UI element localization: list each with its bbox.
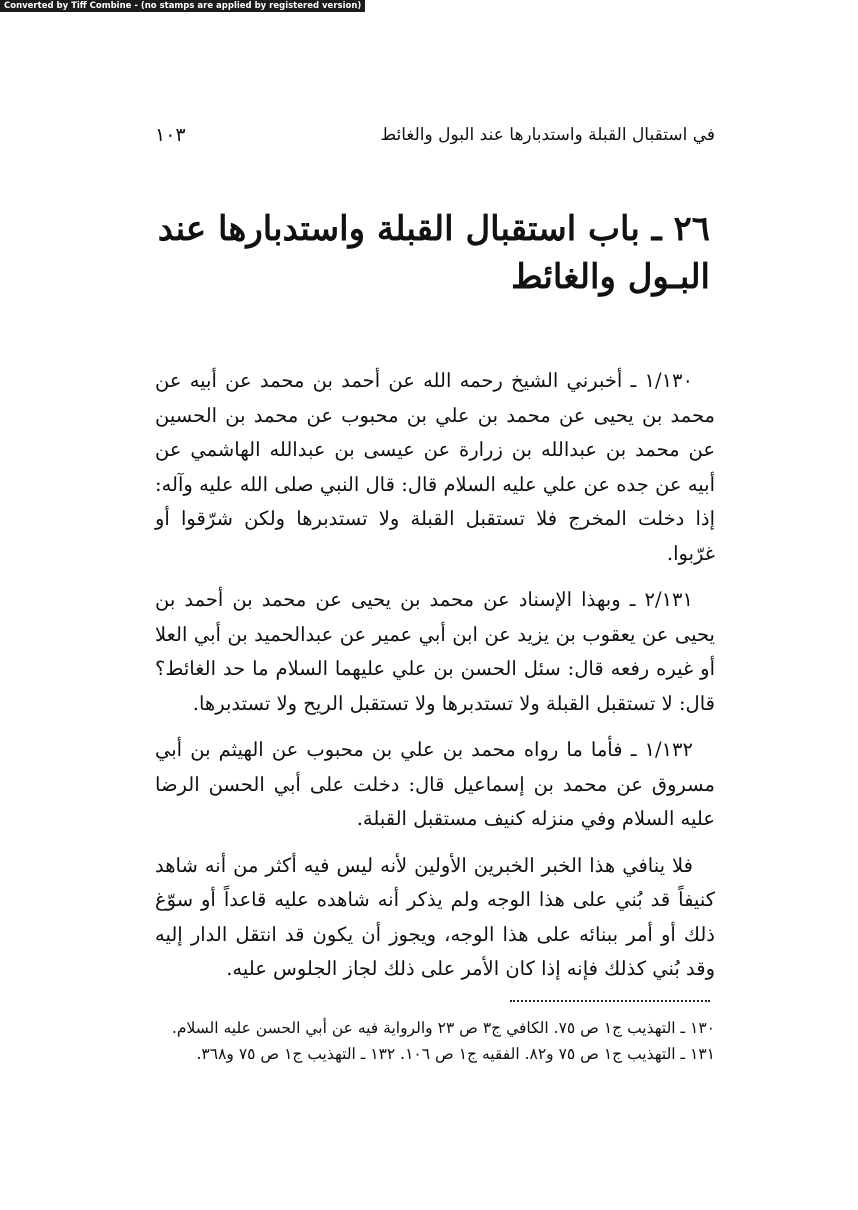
hadith-131: ٢/١٣١ ـ وبهذا الإسناد عن محمد بن يحيى عن محمد بن أحمد بن يحيى عن يعقوب بن يزيد عن ابن أبي عمير عن عبدالحميد بن أبي العلا أو غيره رفعه قال: سئل الحسن بن علي عليهما السلام ما حد الغائط؟ قال: لا تستقبل القبلة ولا تستدبرها ولا تستقبل الريح ولا تستدبرها. [155, 588, 715, 715]
body-text [155, 364, 715, 999]
commentary-paragraph: فلا ينافي هذا الخبر الخبرين الأولين لأنه ليس فيه أكثر من أنه شاهد كنيفاً قد بُني على هذا الوجه ولم يذكر أنه شاهده عليه قاعداً أو سوّغ ذلك أو أمر ببنائه على هذا الوجه، ويجوز أن يكون قد انتقل الدار إليه وقد بُني كذلك فإنه إذا كان الأمر على ذلك لجاز الجلوس عليه. [155, 853, 715, 980]
chapter-title: ٢٦ ـ باب استقبال القبلة واستدبارها عند البـول والغائط [157, 209, 710, 297]
footnote-130: ١٣٠ ـ التهذيب ج١ ص ٧٥. الكافي ج٣ ص ٢٣ والرواية فيه عن أبي الحسن عليه السلام. [171, 1019, 715, 1037]
hadith-132: ١/١٣٢ ـ فأما ما رواه محمد بن علي بن محبوب عن الهيثم بن أبي مسروق عن محمد بن إسماعيل قال: دخلت على أبي الحسن الرضا عليه السلام وفي منزله كنيف مستقبل القبلة. [155, 738, 715, 830]
running-title: في استقبال القبلة واستدبارها عند البول والغائط [380, 125, 715, 145]
hadith-130: ١/١٣٠ ـ أخبرني الشيخ رحمه الله عن أحمد بن محمد عن أبيه عن محمد بن يحيى عن محمد بن علي بن محبوب عن محمد بن الحسين عن محمد بن عبدالله بن زرارة عن عيسى بن عبدالله الهاشمي عن أبيه عن جده عن علي عليه السلام قال: قال النبي صلى الله عليه وآله: إذا دخلت المخرج فلا تستقبل القبلة ولا تستدبرها ولكن شرّقوا أو غرّبوا. [155, 369, 715, 565]
footnote-131-132: ١٣١ ـ التهذيب ج١ ص ٧٥ و٨٢. الفقيه ج١ ص ١٠٦. ١٣٢ ـ التهذيب ج١ ص ٧٥ و٣٦٨. [196, 1045, 715, 1063]
converter-banner: Converted by Tiff Combine - (no stamps are applied by registered version) [0, 0, 365, 12]
running-header [155, 120, 715, 150]
page-number: ١٠٣ [155, 124, 186, 146]
footnote-separator [510, 1000, 710, 1002]
footnotes [155, 1015, 715, 1067]
